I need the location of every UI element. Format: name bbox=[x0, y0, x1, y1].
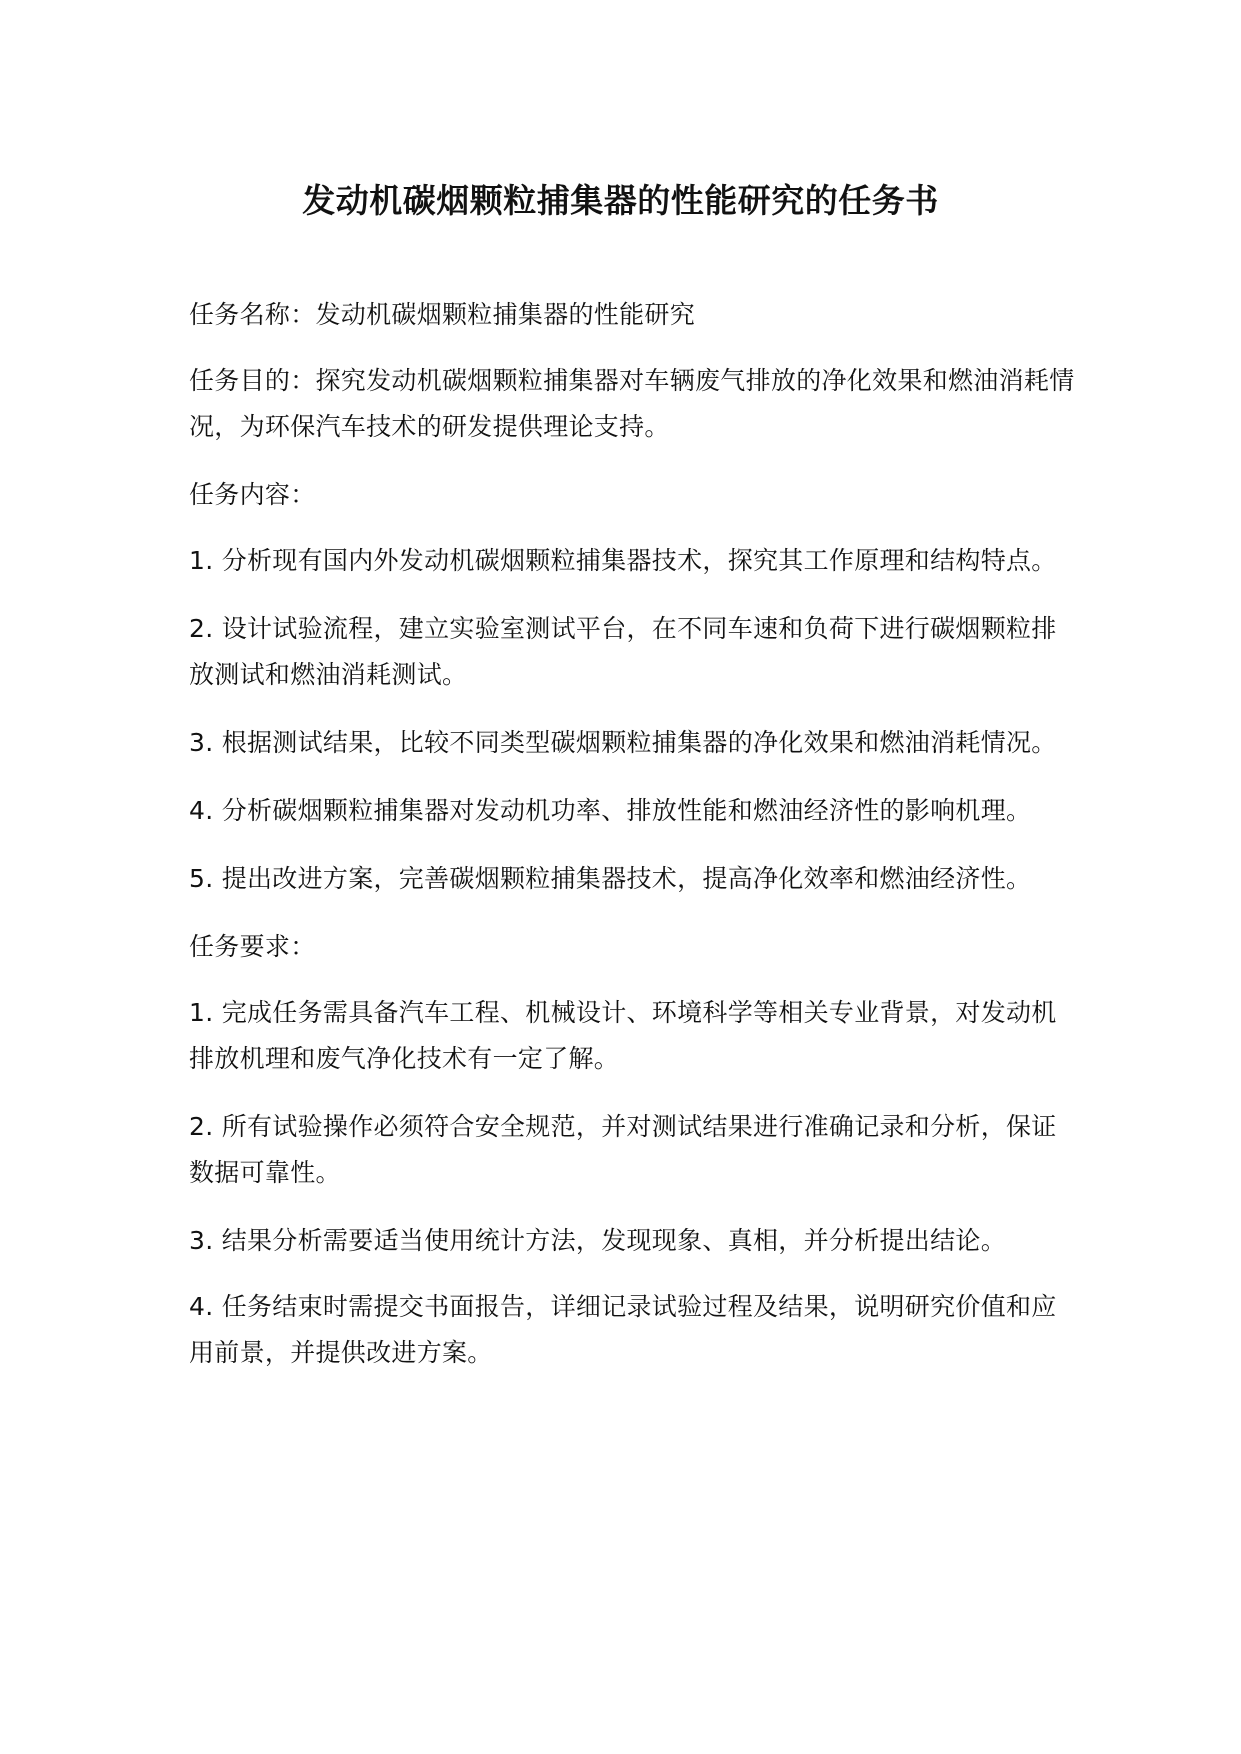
requirement-item: 4. 任务结束时需提交书面报告，详细记录试验过程及结果，说明研究价值和应用前景，并提供改进方案。 bbox=[189, 1292, 1057, 1367]
content-item: 5. 提出改进方案，完善碳烟颗粒捕集器技术，提高净化效率和燃油经济性。 bbox=[189, 864, 1032, 893]
requirement-item: 3. 结果分析需要适当使用统计方法，发现现象、真相，并分析提出结论。 bbox=[189, 1226, 1007, 1255]
content-item: 4. 分析碳烟颗粒捕集器对发动机功率、排放性能和燃油经济性的影响机理。 bbox=[189, 796, 1032, 825]
content-item: 3. 根据测试结果，比较不同类型碳烟颗粒捕集器的净化效果和燃油消耗情况。 bbox=[189, 728, 1057, 757]
document-title: 发动机碳烟颗粒捕集器的性能研究的任务书 bbox=[302, 181, 939, 220]
document-body bbox=[189, 292, 1079, 1398]
requirements-heading: 任务要求： bbox=[189, 932, 316, 961]
task-name: 任务名称：发动机碳烟颗粒捕集器的性能研究 bbox=[189, 300, 696, 329]
task-purpose: 任务目的：探究发动机碳烟颗粒捕集器对车辆废气排放的净化效果和燃油消耗情况，为环保汽车技术的研发提供理论支持。 bbox=[189, 366, 1075, 441]
content-heading: 任务内容： bbox=[189, 480, 316, 509]
content-item: 2. 设计试验流程，建立实验室测试平台，在不同车速和负荷下进行碳烟颗粒排放测试和燃油消耗测试。 bbox=[189, 614, 1057, 689]
requirement-item: 2. 所有试验操作必须符合安全规范，并对测试结果进行准确记录和分析，保证数据可靠性。 bbox=[189, 1112, 1057, 1187]
requirement-item: 1. 完成任务需具备汽车工程、机械设计、环境科学等相关专业背景，对发动机排放机理和废气净化技术有一定了解。 bbox=[189, 998, 1057, 1073]
content-item: 1. 分析现有国内外发动机碳烟颗粒捕集器技术，探究其工作原理和结构特点。 bbox=[189, 546, 1057, 575]
